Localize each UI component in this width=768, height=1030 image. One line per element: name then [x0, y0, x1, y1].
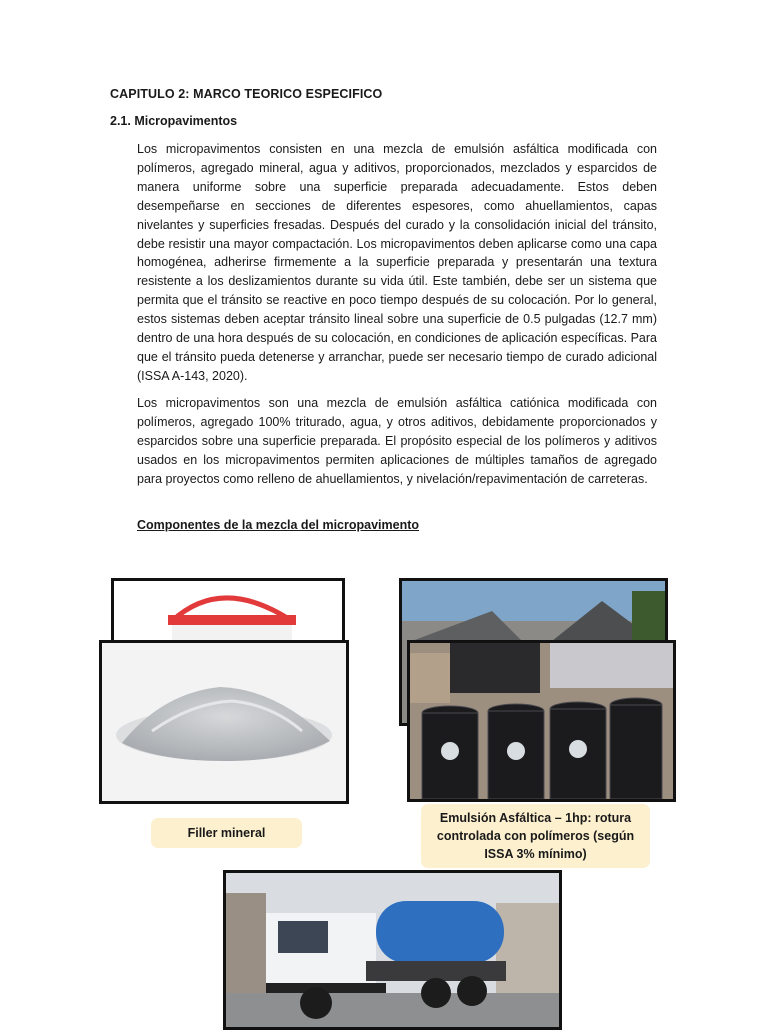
paragraph-2: Los micropavimentos son una mezcla de emulsión asfáltica catiónica modificada con polímeros, agregado 100% triturado, agua, y otros aditivos, debidamente proporcionados y esparcidos sobre una superficie preparada. El propósito especial de los polímeros y aditivos usados en los micropavimentos permiten aplicaciones de múltiples tamaños de agregado para proyectos como relleno de ahuellamientos, y nivelación/repavimentación de carreteras.	[137, 396, 657, 486]
tanker-truck-image	[226, 873, 559, 1027]
truck-photo	[223, 870, 562, 1030]
bucket-photo	[111, 578, 345, 648]
chapter-title: CAPITULO 2: MARCO TEORICO ESPECIFICO	[110, 87, 383, 101]
bucket-image	[114, 581, 342, 645]
powder-pile-image	[102, 643, 346, 801]
drums-image	[410, 643, 673, 799]
paragraph-1: Los micropavimentos consisten en una mezcla de emulsión asfáltica modificada con polímeros, agregado mineral, agua y aditivos, proporcionados, mezclados y esparcidos de manera uniforme sobre una superficie preparada adecuadamente. Estos deben desempeñarse en secciones de diferentes espesores, como ahuellamientos, capas nivelantes y superficies fresadas. Después del curado y la consolidación inicial del tránsito, debe resistir una mayor compactación. Los micropavimentos deben aplicarse como una capa homogénea, adherirse firmemente a la superficie preparada y presentarán una textura resistente a los deslizamientos durante su vida útil. Este también, debe ser un sistema que permita que el tránsito se reactive en poco tiempo después de su colocación. Por lo general, estos sistemas deben aceptar tránsito lineal sobre una superficie de 0.5 pulgadas (12.7 mm) dentro de una hora después de su colocación, en condiciones de aplicación específicas. Para que el tránsito pueda detenerse y arranchar, puede ser necesario tiempo de curado adicional (ISSA A-143, 2020).	[137, 142, 657, 383]
components-heading: Componentes de la mezcla del micropavimento	[137, 518, 420, 532]
section-title: 2.1. Micropavimentos	[110, 114, 238, 128]
emulsion-photo	[407, 640, 676, 802]
caption-filler: Filler mineral	[151, 818, 302, 848]
caption-emulsion: Emulsión Asfáltica – 1hp: rotura controlada con polímeros (según ISSA 3% mínimo)	[421, 804, 650, 868]
filler-photo	[99, 640, 349, 804]
